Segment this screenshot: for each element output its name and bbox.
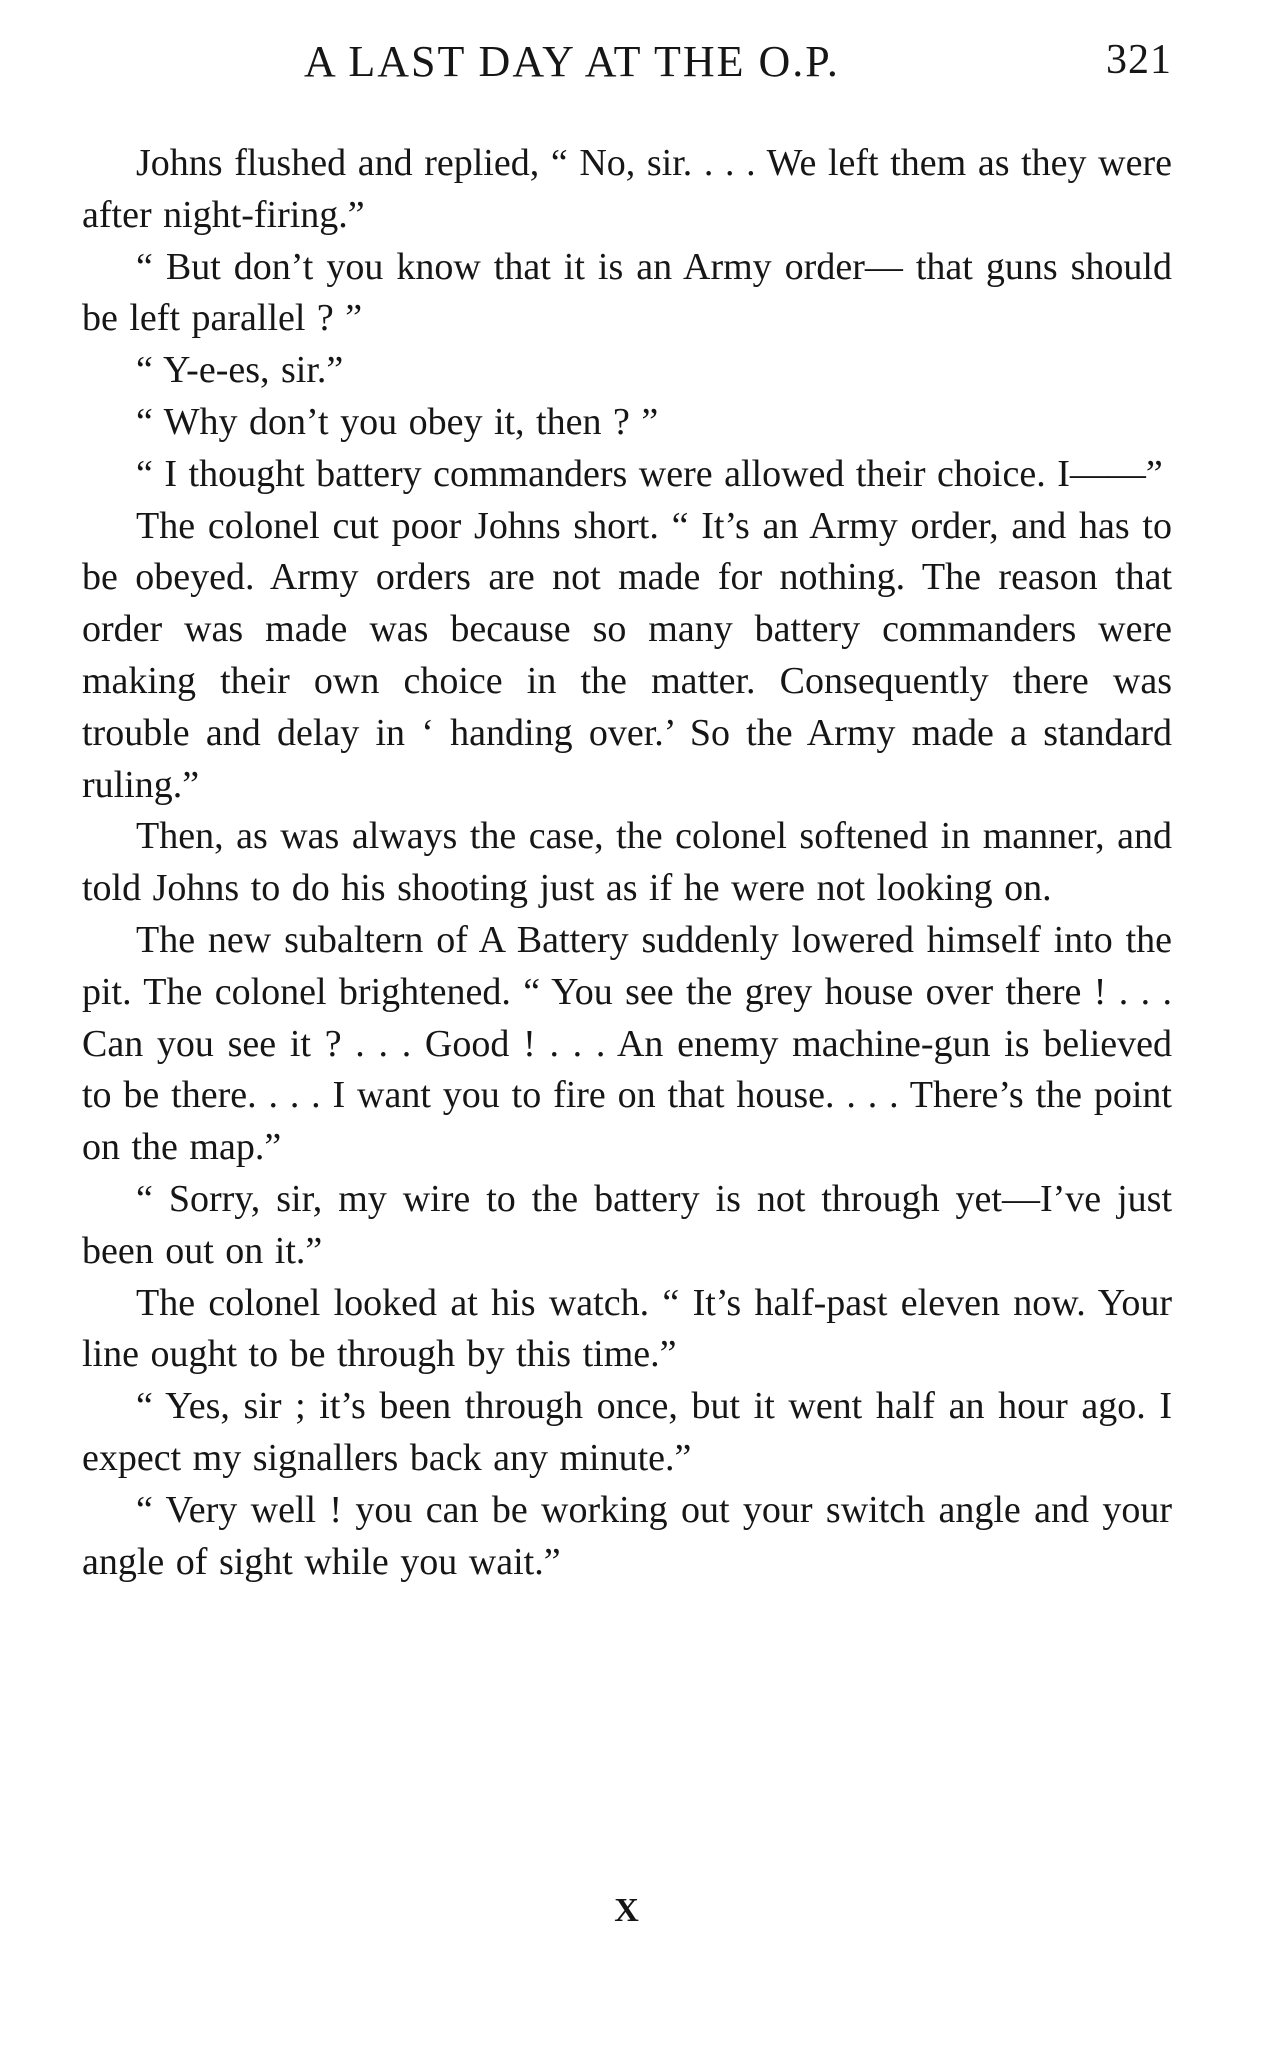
paragraph: “ Yes, sir ; it’s been through once, but it went half an hour ago. I expect my signallers back any minute.” <box>82 1385 1172 1479</box>
body-text <box>82 138 1172 1588</box>
paragraph: “ Why don’t you obey it, then ? ” <box>136 400 659 443</box>
paragraph: Then, as was always the case, the colonel softened in manner, and told Johns to do his shooting just as if he were not looking on. <box>82 815 1172 910</box>
signature-mark: X <box>614 1892 640 1929</box>
paragraph: The new subaltern of A Battery suddenly lowered himself into the pit. The colonel brightened. “ You see the grey house over there ! . . . Can you see it ? . . . Good ! . . . An enemy machine-gun is believed to be there. . . . I want you to fire on that house. . . . There’s the point on the map.” <box>82 918 1172 1169</box>
paragraph: “ I thought battery commanders were allowed their choice. I——” <box>136 452 1163 495</box>
book-page <box>82 0 1172 2045</box>
paragraph: The colonel looked at his watch. “ It’s half-past eleven now. Your line ought to be through by this time.” <box>82 1281 1172 1376</box>
paragraph: “ Very well ! you can be working out your switch angle and your angle of sight while you wait.” <box>82 1488 1172 1583</box>
paragraph: The colonel cut poor Johns short. “ It’s an Army order, and has to be obeyed. Army orders are not made for nothing. The reason that order was made was because so many battery commanders were making their own choice in the matter. Consequently there was trouble and delay in ‘ handing over.’ So the Army made a standard ruling.” <box>82 504 1172 806</box>
running-head <box>82 36 1172 96</box>
paragraph: “ Sorry, sir, my wire to the battery is not through yet—I’ve just been out on it.” <box>82 1177 1172 1272</box>
paragraph: “ But don’t you know that it is an Army order— that guns should be left parallel ? ” <box>82 245 1172 340</box>
paragraph: “ Y-e-es, sir.” <box>136 349 344 392</box>
page-number: 321 <box>1106 37 1172 83</box>
running-title: A LAST DAY AT THE O.P. <box>304 37 840 86</box>
paragraph: Johns flushed and replied, “ No, sir. . . . We left them as they were after night-firing.” <box>82 142 1172 236</box>
